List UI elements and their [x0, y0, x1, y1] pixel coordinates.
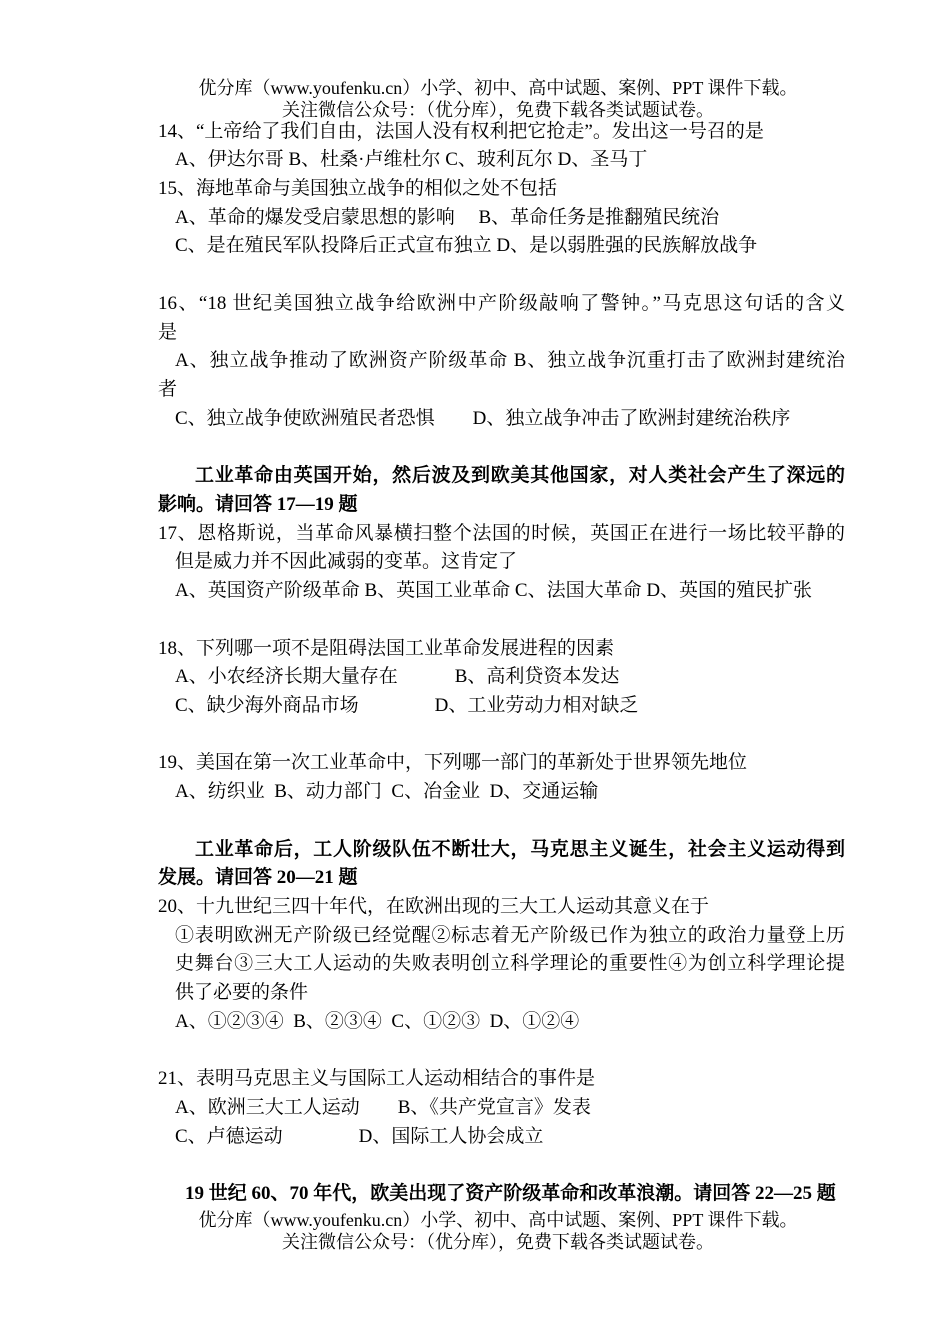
- question-17-stem: 17、恩格斯说，当革命风暴横扫整个法国的时候，英国正在进行一场比较平静的: [158, 522, 845, 544]
- question-20-statements: 供了必要的条件: [175, 982, 309, 1004]
- question-20-statements: ①表明欧洲无产阶级已经觉醒②标志着无产阶级已作为独立的政治力量登上历: [175, 924, 845, 946]
- section-intro-line: 影响。请回答 17—19 题: [158, 493, 358, 515]
- section-intro-20-21: [158, 836, 845, 893]
- section-intro-22-25: [158, 1180, 845, 1209]
- page-footer: [158, 1209, 838, 1253]
- page-header: [158, 77, 838, 121]
- question-14-stem: 14、“上帝给了我们自由，法国人没有权利把它抢走”。发出这一号召的是: [158, 120, 764, 142]
- question-14-options: A、伊达尔哥 B、杜桑·卢维杜尔 C、玻利瓦尔 D、圣马丁: [175, 149, 648, 171]
- exam-content: [158, 118, 845, 1209]
- question-21: [158, 1065, 845, 1151]
- question-16-options-cd: C、独立战争使欧洲殖民者恐惧 D、独立战争冲击了欧洲封建统治秩序: [175, 407, 791, 429]
- question-18-stem: 18、下列哪一项不是阻碍法国工业革命发展进程的因素: [158, 637, 615, 659]
- question-21-options-cd: C、卢德运动 D、国际工人协会成立: [175, 1125, 544, 1147]
- question-15: [158, 175, 845, 261]
- question-15-options-ab: A、革命的爆发受启蒙思想的影响 B、革命任务是推翻殖民统治: [175, 206, 720, 228]
- question-15-options-cd: C、是在殖民军队投降后正式宣布独立 D、是以弱胜强的民族解放战争: [175, 235, 758, 257]
- question-20: [158, 893, 845, 1037]
- question-16-options-ab: A、独立战争推动了欧洲资产阶级革命 B、独立战争沉重打击了欧洲封建统治: [175, 350, 845, 372]
- header-wechat-line: 关注微信公众号：（优分库），免费下载各类试题试卷。: [282, 100, 714, 120]
- question-21-options-ab: A、欧洲三大工人运动 B、《共产党宣言》发表: [175, 1097, 591, 1119]
- section-intro-line: 工业革命后，工人阶级队伍不断壮大，马克思主义诞生，社会主义运动得到: [195, 838, 845, 860]
- question-20-options: A、①②③④ B、②③④ C、①②③ D、①②④: [175, 1010, 580, 1032]
- question-17-options: A、英国资产阶级革命 B、英国工业革命 C、法国大革命 D、英国的殖民扩张: [175, 580, 813, 602]
- section-intro-line: 工业革命由英国开始，然后波及到欧美其他国家，对人类社会产生了深远的: [195, 465, 845, 487]
- question-19: [158, 749, 845, 806]
- question-19-options: A、纺织业 B、动力部门 C、冶金业 D、交通运输: [175, 781, 599, 803]
- question-15-stem: 15、海地革命与美国独立战争的相似之处不包括: [158, 178, 558, 200]
- question-18: [158, 635, 845, 721]
- question-20-stem: 20、十九世纪三四十年代，在欧洲出现的三大工人运动其意义在于: [158, 896, 710, 917]
- section-intro-line: 19 世纪 60、70 年代，欧美出现了资产阶级革命和改革浪潮。请回答 22—25 题: [185, 1183, 836, 1205]
- question-18-options-ab: A、小农经济长期大量存在 B、高利贷资本发达: [175, 666, 620, 688]
- question-20-statements: 史舞台③三大工人运动的失败表明创立科学理论的重要性④为创立科学理论提: [175, 953, 845, 975]
- question-16-stem-continued: 是: [158, 321, 178, 343]
- question-16-stem: 16、“18 世纪美国独立战争给欧洲中产阶级敲响了警钟。”马克思这句话的含义: [158, 292, 845, 314]
- question-17-stem-continued: 但是威力并不因此减弱的变革。这肯定了: [175, 551, 518, 573]
- question-16: [158, 290, 845, 434]
- question-14: [158, 118, 845, 175]
- question-16-options-ab-continued: 者: [158, 379, 178, 401]
- question-19-stem: 19、美国在第一次工业革命中，下列哪一部门的革新处于世界领先地位: [158, 752, 748, 774]
- question-17: [158, 520, 845, 606]
- section-intro-line: 发展。请回答 20—21 题: [158, 867, 358, 889]
- footer-site-line: 优分库（www.youfenku.cn）小学、初中、高中试题、案例、PPT 课件下载。: [198, 1210, 798, 1230]
- question-18-options-cd: C、缺少海外商品市场 D、工业劳动力相对缺乏: [175, 694, 639, 716]
- section-intro-17-19: [158, 462, 845, 519]
- header-site-line: 优分库（www.youfenku.cn）小学、初中、高中试题、案例、PPT 课件下载。: [198, 78, 798, 98]
- footer-wechat-line: 关注微信公众号：（优分库），免费下载各类试题试卷。: [282, 1232, 714, 1252]
- question-21-stem: 21、表明马克思主义与国际工人运动相结合的事件是: [158, 1068, 596, 1090]
